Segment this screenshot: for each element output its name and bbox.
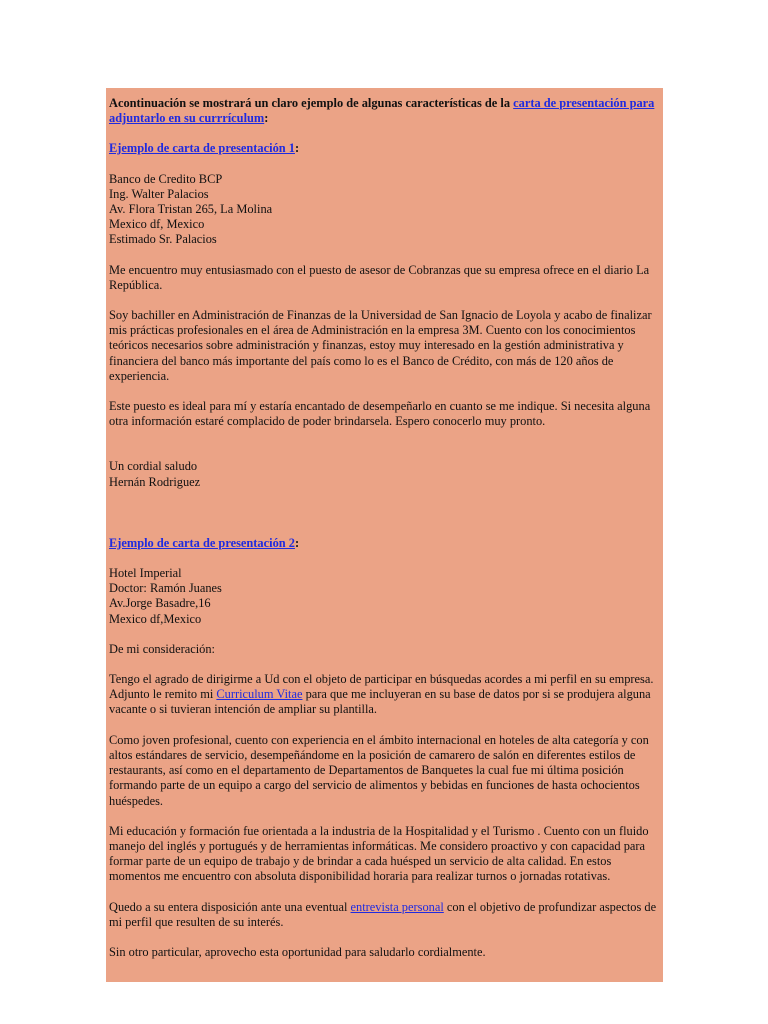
entrevista-personal-link[interactable]: entrevista personal [350, 899, 444, 914]
intro-suffix: : [264, 111, 269, 126]
letter2-paragraph-2: Como joven profesional, cuento con experiencia en el ámbito internacional en hoteles de alta categoría y con altos estándares de servicio, desempeñándome en la posición de camarero de salón en diferentes estilos de restaurants, así como en el departamento de Departamentos de Banquetes la cual fue mi última posición formando parte de un equipo a cargo del servicio de alimentos y bebidas en funciones de hasta ochocientos huéspedes. [109, 732, 649, 808]
letter2-address-line: Doctor: Ramón Juanes [109, 581, 222, 596]
letter1-heading [109, 141, 660, 156]
letter2-address-line: Av.Jorge Basadre,16 [109, 596, 211, 611]
letter2-paragraph-1 [109, 672, 660, 718]
letter2-salutation: De mi consideración: [109, 641, 215, 656]
document-page [106, 88, 663, 982]
letter1-address-line: Banco de Credito BCP [109, 171, 223, 186]
letter2-address-line: Mexico df,Mexico [109, 611, 202, 626]
letter1-address-block [109, 172, 660, 248]
letter1-address-line: Av. Flora Tristan 265, La Molina [109, 202, 273, 217]
letter1-paragraph-3: Este puesto es ideal para mí y estaría encantado de desempeñarlo en cuanto se me indique. Si necesita alguna otra información estaré complacido de poder brindarsela. Espero conocerlo muy pronto. [109, 399, 651, 429]
letter2-address-line: Hotel Imperial [109, 566, 182, 581]
letter2-heading [109, 536, 660, 551]
letter2-p4-text: Quedo a su entera disposición ante una eventual [109, 899, 351, 914]
letter1-paragraph-2: Soy bachiller en Administración de Finanzas de la Universidad de San Ignacio de Loyola y acabo de finalizar mis prácticas profesionales en el área de Administración en la empresa 3M. Cuento con los conocimientos teóricos necesarios sobre administración y finanzas, estoy muy interesado en la gestión administrativa y financiera del banco más importante del país como lo es el Banco de Crédito, con más de 120 años de experiencia. [109, 308, 652, 383]
letter1-heading-link[interactable]: Ejemplo de carta de presentación 1 [109, 141, 295, 156]
curriculum-vitae-link[interactable]: Curriculum Vitae [216, 687, 303, 702]
intro-paragraph [109, 96, 660, 126]
letter2-heading-suffix: : [294, 535, 300, 550]
intro-text: Acontinuación se mostrará un claro ejemplo de algunas características de la [109, 96, 514, 110]
letter2-p4-text-end: con el objetivo de profundizar aspectos de mi perfil que resulten de su interés. [109, 899, 657, 929]
letter1-closing [109, 459, 660, 489]
letter2-paragraph-3: Mi educación y formación fue orientada a la industria de la Hospitalidad y el Turismo . Cuento con un fluido manejo del inglés y portugués y de herramientas informáticas. Me considero proactivo y con capacidad para formar parte de un equipo de trabajo y de brindar a cada huésped un servicio de alta calidad. En estos momentos me encuentro con absoluta disponibilidad horaria para realizar turnos o jornadas rotativas. [109, 823, 649, 884]
letter1-signature: Hernán Rodriguez [109, 474, 201, 489]
letter2-heading-link[interactable]: Ejemplo de carta de presentación 2 [109, 535, 295, 550]
letter1-address-line: Mexico df, Mexico [109, 217, 205, 232]
letter1-closing-line: Un cordial saludo [109, 459, 198, 474]
letter2-p1-text: Tengo el agrado de dirigirme a Ud con el objeto de participar en búsquedas acordes a mi perfil en su empresa. Adjunto le remito mi [109, 672, 654, 702]
letter1-paragraph-1: Me encuentro muy entusiasmado con el puesto de asesor de Cobranzas que su empresa ofrece en el diario La República. [109, 262, 650, 292]
letter2-address-block [109, 566, 660, 627]
letter2-paragraph-5: Sin otro particular, aprovecho esta oportunidad para saludarlo cordialmente. [109, 944, 486, 959]
cover-letter-link[interactable]: carta de presentación para adjuntarlo en su currrículum [109, 96, 655, 126]
letter1-heading-suffix: : [294, 141, 300, 156]
letter1-address-line: Ing. Walter Palacios [109, 186, 209, 201]
letter2-paragraph-4 [109, 900, 660, 930]
letter2-p1-text-end: para que me incluyeran en su base de datos por si se produjera alguna vacante o si tuvieran intención de ampliar su plantilla. [109, 687, 651, 717]
letter1-address-line: Estimado Sr. Palacios [109, 232, 217, 247]
